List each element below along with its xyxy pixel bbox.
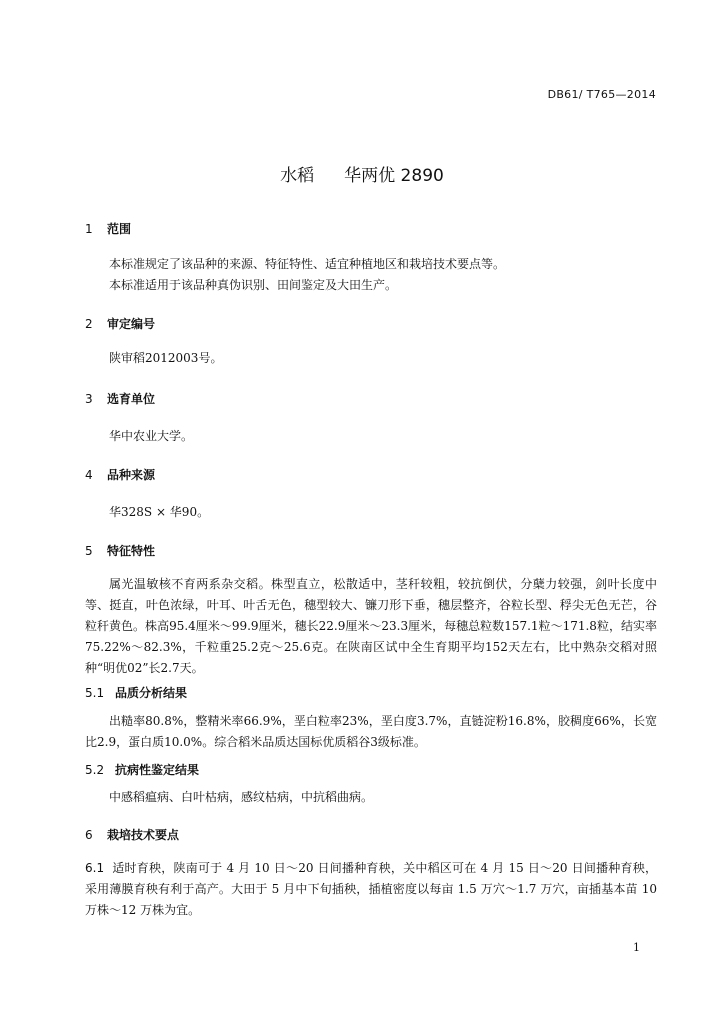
- breeder-paragraph: 华中农业大学。: [109, 429, 194, 443]
- section-heading-characteristics: 5 特征特性: [85, 544, 156, 558]
- title-variety: 华两优 2890: [344, 166, 444, 186]
- origin-paragraph: 华328S × 华90。: [109, 505, 210, 519]
- section-heading-origin: 4 品种来源: [85, 468, 156, 482]
- subsection-heading-quality: 5.1 品质分析结果: [85, 686, 188, 700]
- scope-paragraph-2: 本标准适用于该品种真伪识别、田间鉴定及大田生产。: [109, 278, 398, 292]
- section-heading-breeder: 3 选育单位: [85, 392, 156, 406]
- cultivation-paragraph-6-1: [85, 858, 657, 921]
- quality-paragraph: 出糙率80.8%，整精米率66.9%，垩白粒率23%，垩白度3.7%，直链淀粉16.8%，胶稠度66%，长宽比2.9，蛋白质10.0%。综合稻米品质达国标优质稻谷3级标准。: [85, 714, 657, 749]
- clause-text: 适时育秧，陕南可于 4 月 10 日～20 日间播种育秧，关中稻区可在 4 月 15 日～20 日间播种育秧，采用薄膜育秧有利于高产。大田于 5 月中下旬插秧，插植密度以每亩 1.5 万穴～1.7 万穴，亩插基本苗 10 万株～12 万株为宜。: [85, 861, 657, 917]
- clause-number: 6.1: [85, 861, 105, 875]
- approval-number-paragraph: 陕审稻2012003号。: [109, 351, 223, 365]
- document-title: [0, 161, 724, 186]
- characteristics-paragraph: 属光温敏核不育两系杂交稻。株型直立，松散适中，茎秆较粗，较抗倒伏，分蘖力较强，剑叶长度中等、挺直，叶色浓绿，叶耳、叶舌无色，穗型较大、镰刀形下垂，穗层整齐，谷粒长型、稃尖无色无芒，谷粒秆黄色。株高95.4厘米～99.9厘米，穗长22.9厘米～23.3厘米，每穗总粒数157.1粒～171.8粒，结实率75.22%～82.3%，千粒重25.2克～25.6克。在陕南区试中全生育期平均152天左右，比中熟杂交稻对照种“明优02”长2.7天。: [85, 577, 657, 675]
- title-crop: 水稻: [280, 166, 315, 186]
- disease-resistance-paragraph: 中感稻瘟病、白叶枯病，感纹枯病，中抗稻曲病。: [109, 790, 374, 804]
- subsection-heading-disease-resistance: 5.2 抗病性鉴定结果: [85, 763, 200, 777]
- page-number: 1: [633, 941, 640, 954]
- section-heading-scope: 1 范围: [85, 222, 132, 236]
- section-heading-cultivation: 6 栽培技术要点: [85, 828, 180, 842]
- section-heading-approval-number: 2 审定编号: [85, 317, 156, 331]
- standard-code: DB61/ T765—2014: [547, 88, 656, 101]
- scope-paragraph-1: 本标准规定了该品种的来源、特征特性、适宜种植地区和栽培技术要点等。: [109, 257, 506, 271]
